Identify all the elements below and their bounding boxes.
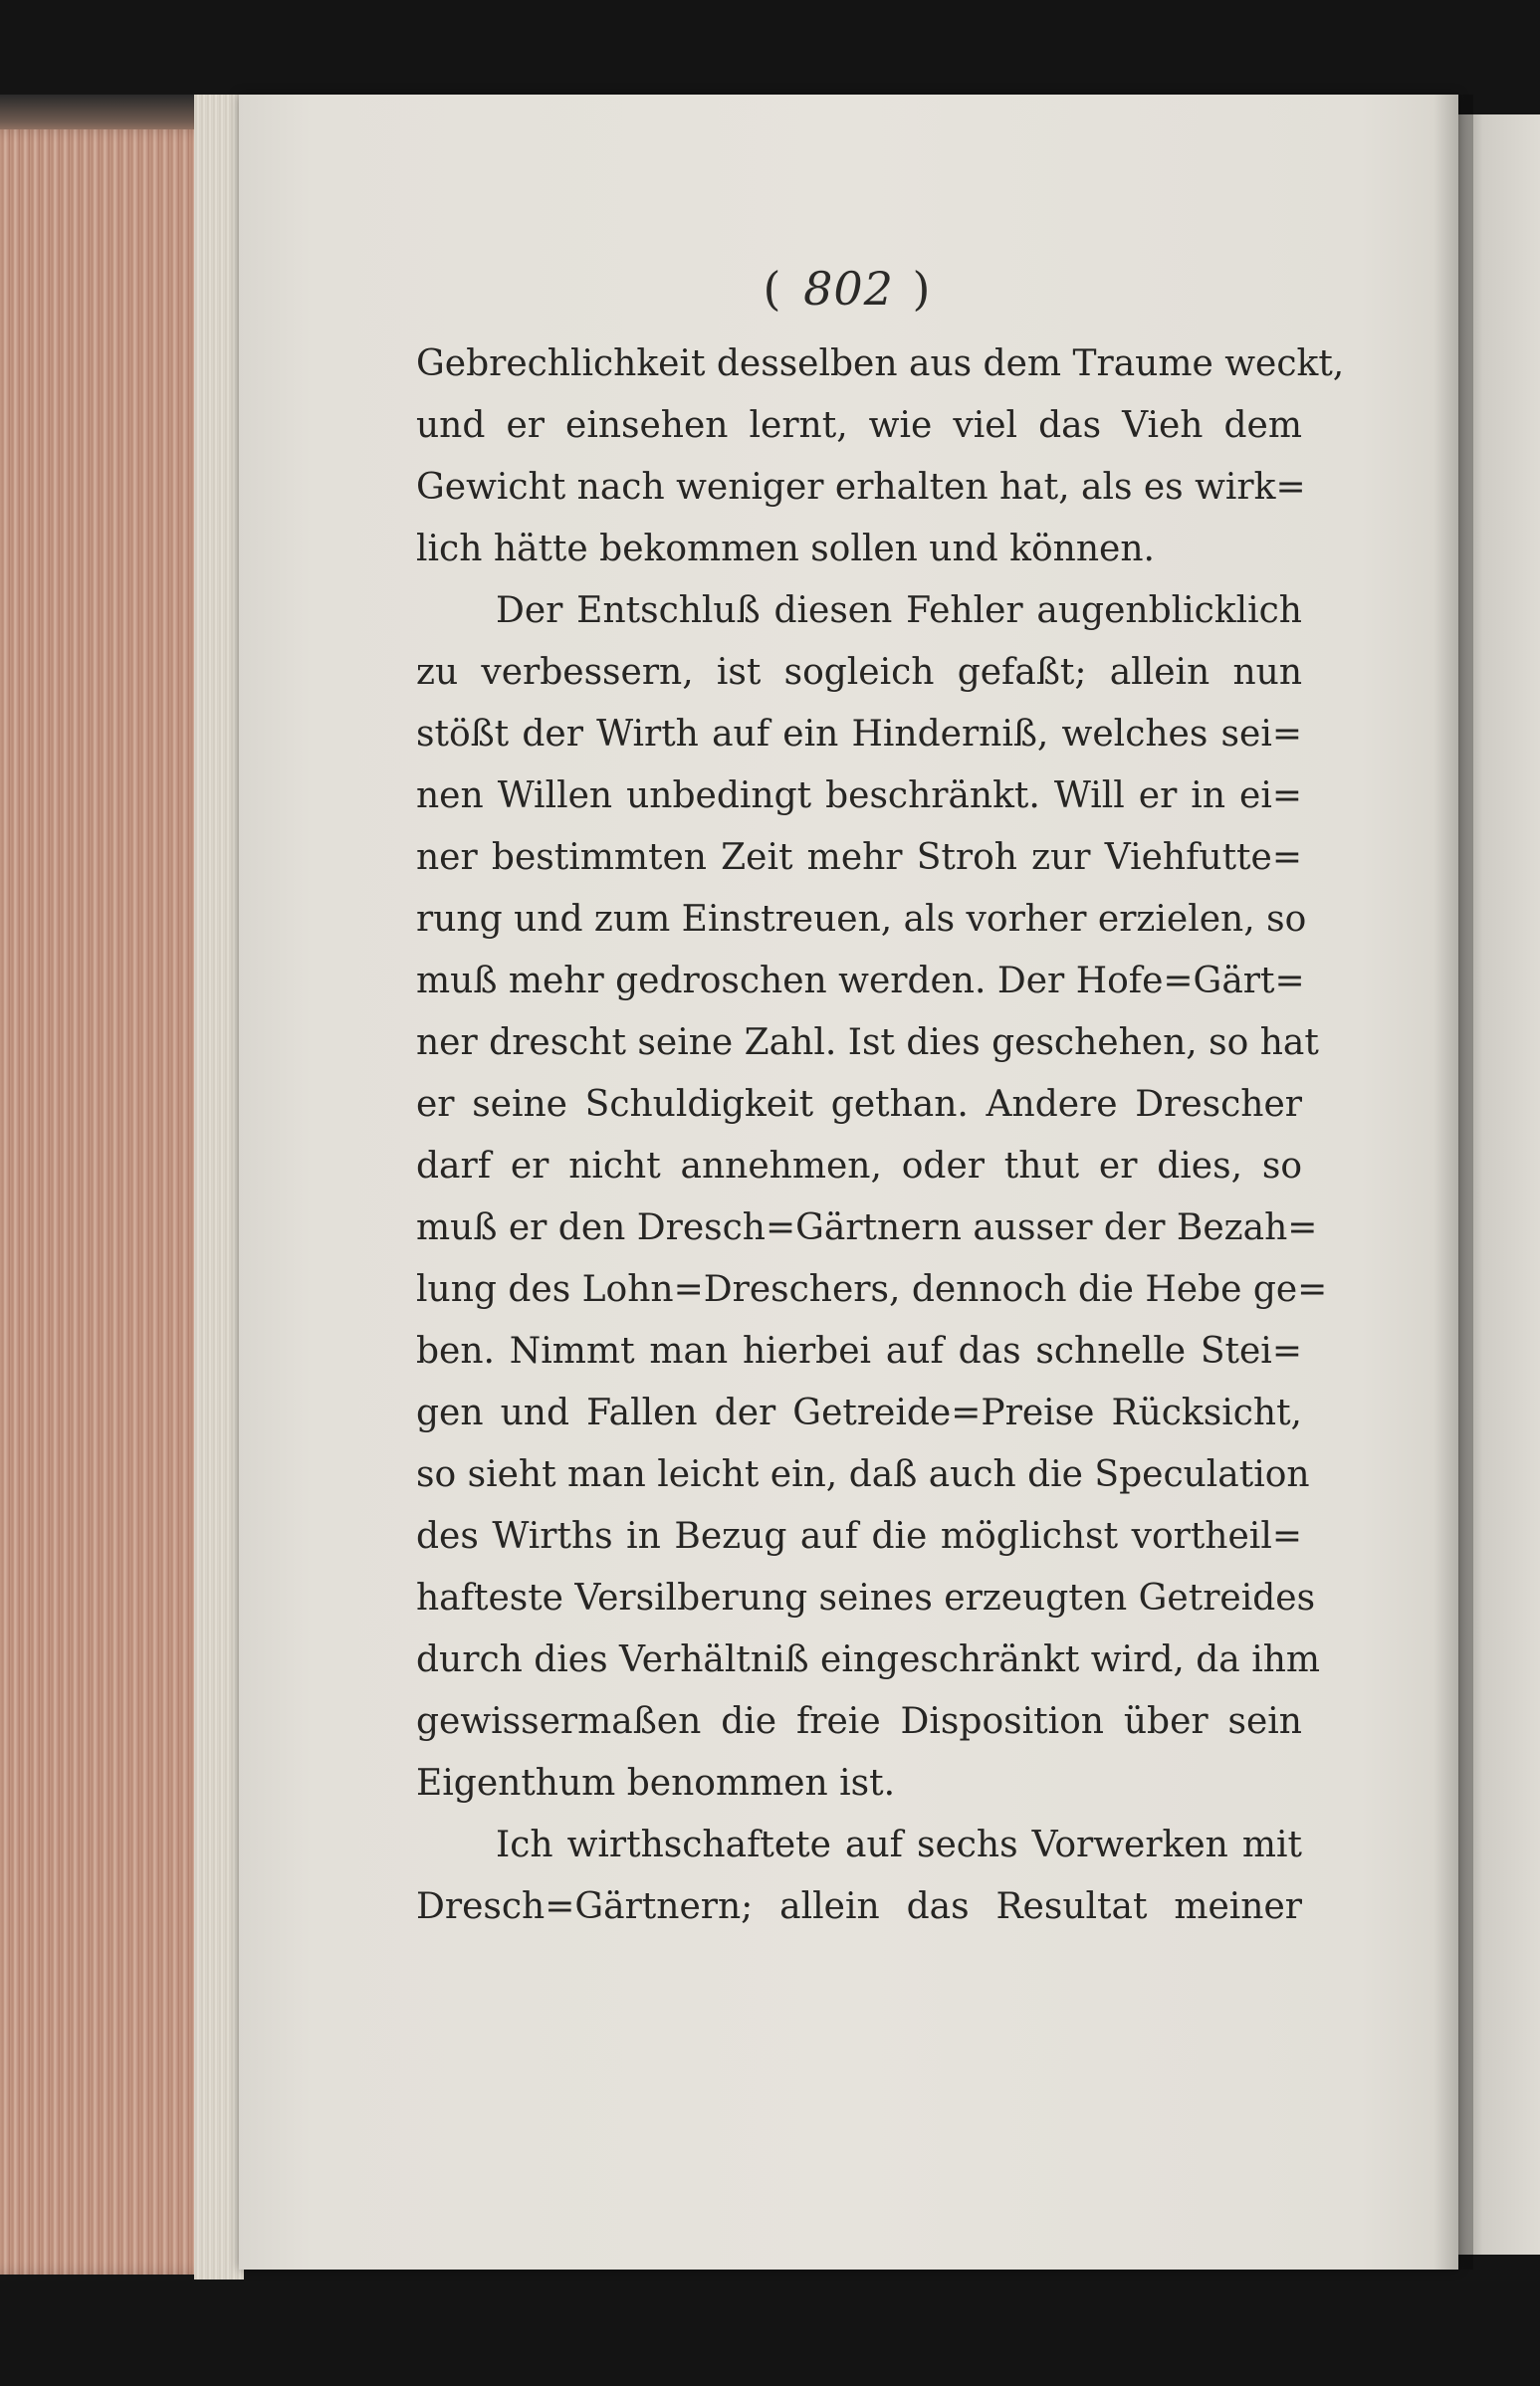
text-line: des Wirths in Bezug auf die möglichst vortheil= xyxy=(416,1516,1302,1557)
text-line: Der Entschluß diesen Fehler augenblicklich xyxy=(496,590,1302,631)
body-text xyxy=(416,333,1345,1938)
text-line: gewissermaßen die freie Disposition über sein xyxy=(416,1701,1302,1742)
text-line: Gewicht nach weniger erhalten hat, als es wirk= xyxy=(416,467,1306,508)
text-line: muß mehr gedroschen werden. Der Hofe=Gärt= xyxy=(416,961,1305,1001)
text-line: stößt der Wirth auf ein Hinderniß, welches sei= xyxy=(416,714,1302,755)
page-stack-edge xyxy=(194,95,244,2279)
text-line: rung und zum Einstreuen, als vorher erzielen, so xyxy=(416,899,1307,940)
text-line: Ich wirthschaftete auf sechs Vorwerken mit xyxy=(496,1825,1302,1865)
paren-close: ) xyxy=(912,262,935,316)
text-line: gen und Fallen der Getreide=Preise Rücksicht, xyxy=(416,1393,1302,1433)
text-line: so sieht man leicht ein, daß auch die Speculation xyxy=(416,1454,1310,1495)
text-line: muß er den Dresch=Gärtnern ausser der Bezah= xyxy=(416,1207,1318,1248)
text-line: nen Willen unbedingt beschränkt. Will er in ei= xyxy=(416,775,1302,816)
text-line: durch dies Verhältniß eingeschränkt wird, da ihm xyxy=(416,1639,1321,1680)
text-line: ner drescht seine Zahl. Ist dies geschehen, so hat xyxy=(416,1022,1319,1063)
page-number-value: 802 xyxy=(803,262,894,316)
text-line: Gebrechlichkeit desselben aus dem Traume weckt, xyxy=(416,343,1345,384)
text-line: hafteste Versilberung seines erzeugten Getreides xyxy=(416,1578,1316,1619)
text-line: lich hätte bekommen sollen und können. xyxy=(416,529,1155,569)
text-line: Eigenthum benommen ist. xyxy=(416,1763,896,1804)
book-page xyxy=(239,95,1458,2270)
gutter-shadow xyxy=(1433,95,1473,2270)
text-line: Dresch=Gärtnern; allein das Resultat meiner xyxy=(416,1886,1302,1927)
paren-open: ( xyxy=(763,262,785,316)
text-line: darf er nicht annehmen, oder thut er dies, so xyxy=(416,1146,1302,1187)
page-number xyxy=(239,262,1458,316)
text-line: und er einsehen lernt, wie viel das Vieh dem xyxy=(416,405,1302,446)
book-fore-edge xyxy=(0,129,219,2275)
text-line: ben. Nimmt man hierbei auf das schnelle Stei= xyxy=(416,1331,1302,1372)
text-line: zu verbessern, ist sogleich gefaßt; allein nun xyxy=(416,652,1302,693)
text-line: ner bestimmten Zeit mehr Stroh zur Viehfutte= xyxy=(416,837,1302,878)
text-line: er seine Schuldigkeit gethan. Andere Drescher xyxy=(416,1084,1302,1125)
text-line: lung des Lohn=Dreschers, dennoch die Hebe ge= xyxy=(416,1269,1328,1310)
